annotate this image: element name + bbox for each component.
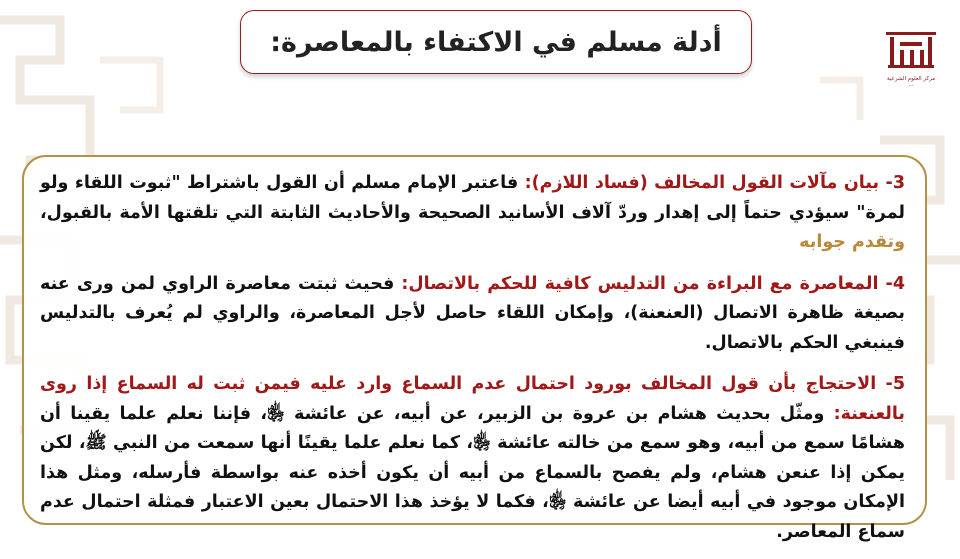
content-box <box>22 155 927 542</box>
logo <box>880 28 942 90</box>
logo-subtitle: مركز العلوم الشرعية <box>886 76 936 82</box>
paragraph-4-body: فحيث ثبتت معاصرة الراوي لمن ورى عنه بصيغة ظاهرة الاتصال (العنعنة)، وإمكان اللقاء حاصل لأجل المعاصرة، والراوي لم يُعرف بالتدليس فينبغي الحكم بالاتصال. <box>40 273 905 353</box>
paragraph-3-tail: وتقدم جوابه <box>799 232 905 252</box>
logo-tagline: ... <box>908 82 914 89</box>
paragraph-4-heading: 4- المعاصرة مع البراءة من التدليس كافية للحكم بالاتصال: <box>401 273 905 294</box>
paragraph-4 <box>40 270 905 359</box>
paragraph-3-heading: 3- بيان مآلات القول المخالف (فساد اللازم): <box>524 173 905 193</box>
page-title: أدلة مسلم في الاكتفاء بالمعاصرة: <box>270 26 722 58</box>
title-box <box>240 10 752 74</box>
paragraph-3 <box>40 169 905 258</box>
paragraph-5-body: ومثّل بحديث هشام بن عروة بن الزبير، عن أبيه، عن عائشة ﵂، فإننا نعلم علما يقينا أن هشامًا سمع من أبيه، وهو سمع من خالته عائشة ﵂، كما نعلم علما يقينًا أنها سمعت من النبي ﷺ، لكن يمكن إذا عنعن هشام، ولم يفصح بالسماع من أبيه أن يكون أخذه عنه بواسطة فأرسله، ومثل هذا الإمكان موجود في أبيه أيضا عن عائشة ﵂، فكما لا يؤخذ هذا الاحتمال بعين الاعتبار فمثلة احتمال عدم سماع المعاصر. <box>40 403 905 542</box>
content <box>40 169 905 559</box>
paragraph-5-heading: 5- الاحتجاج بأن قول المخالف بورود احتمال عدم السماع وارد عليه فيمن ثبت له السماع إذا روى بالعنعنة: <box>40 374 905 424</box>
logo-mark-icon <box>880 28 942 72</box>
paragraph-3-body: فاعتبر الإمام مسلم أن القول باشتراط "ثبوت اللقاء ولو لمرة" سيؤدي حتماً إلى إهدار وردّ آلاف الأسانيد الصحيحة والأحاديث الثابتة التي تلقتها الأمة بالقبول، <box>40 173 905 223</box>
paragraph-5 <box>40 370 905 547</box>
